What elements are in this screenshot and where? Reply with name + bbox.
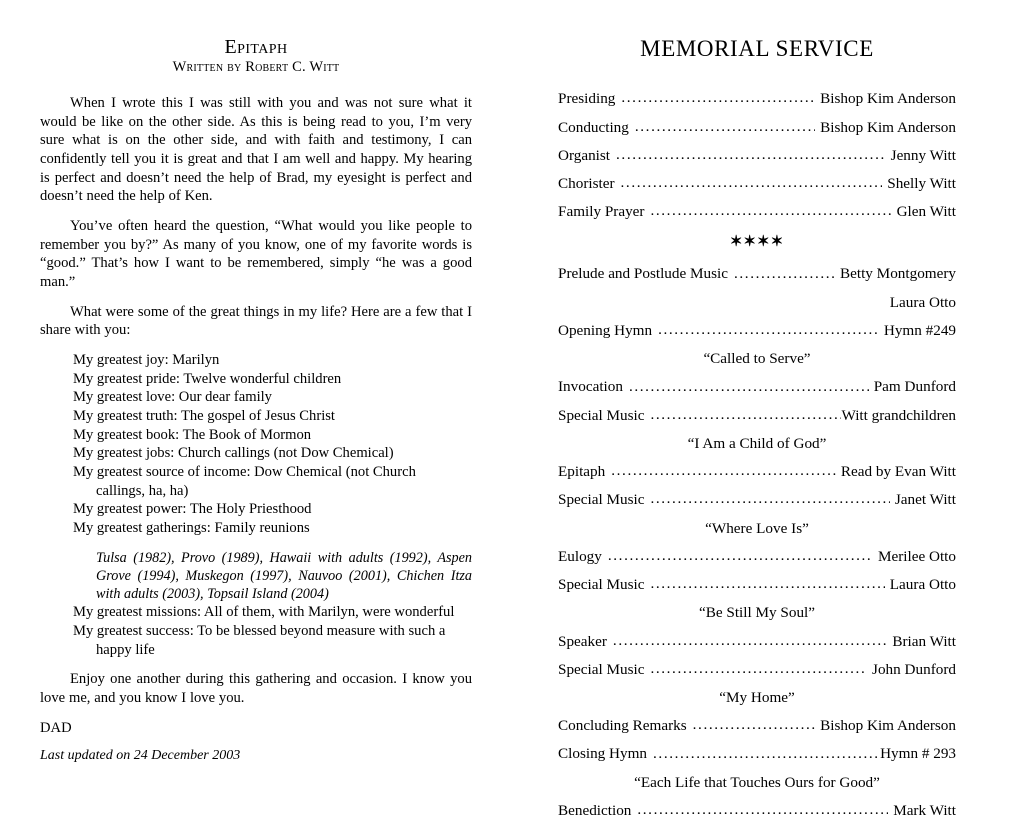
program-row — [558, 802, 956, 820]
program-column — [558, 36, 956, 830]
dot-leader — [653, 745, 880, 760]
family-reunions-list: Tulsa (1982), Provo (1989), Hawaii with adults (1992), Aspen Grove (1994), Muskegon (1997), Nauvoo (2001), Chichen Itza with adults (2003), Topsail Island (2004) — [96, 549, 472, 603]
program-label: Prelude and Postlude Music — [558, 265, 728, 283]
list-item-text: My greatest gatherings: Family reunions — [73, 520, 310, 537]
song-title: “Be Still My Soul” — [698, 604, 816, 622]
program-row — [558, 175, 956, 193]
program-value: Bishop Kim Anderson — [820, 90, 956, 108]
dot-leader — [734, 265, 835, 280]
program-row — [558, 203, 956, 221]
epitaph-title: Epitaph — [224, 36, 288, 58]
epitaph-paragraph-1: When I wrote this I was still with you and was not sure what it would be like on the other side. As this is being read to you, I’m very sure what is on the other side, and with faith and testimony, I can confidently tell you it is great and that I am well and happy. My hearing is perfect and doesn’t need the help of Brad, my eyesight is perfect and doesn’t need the help of Ken. — [40, 94, 472, 205]
program-label: Benediction — [558, 801, 632, 819]
program-label: Family Prayer — [558, 203, 645, 221]
program-label: Invocation — [558, 378, 623, 396]
list-item-text: My greatest joy: Marilyn — [73, 352, 220, 368]
program-label: Closing Hymn — [558, 745, 648, 763]
program-row — [558, 633, 956, 651]
program-label: Special Music — [558, 491, 645, 509]
epitaph-subtitle: Written by Robert C. Witt — [172, 59, 340, 75]
program-label: Opening Hymn — [558, 321, 653, 339]
epitaph-paragraph-2: You’ve often heard the question, “What would you like people to remember you by?” As many of you know, one of my favorite words is “good.” That’s how I want to be remembered, simply “he was a good man.” — [40, 217, 472, 290]
program-value: Bishop Kim Anderson — [820, 118, 956, 136]
program-label: Organist — [558, 146, 611, 164]
epitaph-paragraph-3: What were some of the great things in my life? Here are a few that I share with you: — [40, 303, 472, 339]
program-label: Eulogy — [558, 547, 602, 565]
list-item-text: My greatest missions: All of them, with Marilyn, were wonderful — [73, 604, 455, 621]
program-value: John Dunford — [872, 660, 956, 678]
list-item — [40, 370, 472, 389]
dot-leader — [650, 491, 889, 506]
program-value: Hymn # 293 — [880, 745, 956, 763]
epitaph-column — [40, 36, 472, 765]
program-value: Jenny Witt — [890, 146, 956, 164]
list-item-text: My greatest pride: Twelve wonderful children — [73, 370, 342, 387]
list-item-text: My greatest book: The Book of Mormon — [73, 426, 312, 443]
epitaph-last-updated: Last updated on 24 December 2003 — [40, 748, 241, 764]
list-item-text: My greatest love: Our dear family — [73, 389, 272, 406]
program-value: Merilee Otto — [877, 547, 956, 565]
program-row — [558, 491, 956, 509]
program-row — [558, 463, 956, 481]
program-value: Mark Witt — [893, 801, 956, 819]
list-item — [40, 463, 472, 500]
dot-leader — [650, 576, 884, 591]
song-title: “Each Life that Touches Ours for Good” — [634, 773, 880, 791]
list-item-text: My greatest jobs: Church callings (not Dow Chemical) — [73, 445, 394, 462]
list-item-text: My greatest truth: The gospel of Jesus Christ — [73, 408, 335, 425]
dot-leader — [608, 548, 873, 563]
list-item — [40, 444, 472, 463]
program-row — [558, 717, 956, 735]
program-value: Janet Witt — [894, 491, 956, 509]
program-label: Presiding — [558, 90, 616, 108]
song-title: “My Home” — [719, 688, 795, 706]
program-value-second-line: Laura Otto — [889, 293, 956, 311]
program-label: Special Music — [558, 406, 645, 424]
program-value: Brian Witt — [892, 632, 956, 650]
program-label: Speaker — [558, 632, 607, 650]
dot-leader — [693, 717, 815, 732]
list-item — [40, 426, 472, 445]
program-row — [558, 147, 956, 165]
list-item — [40, 388, 472, 407]
dot-leader — [658, 322, 879, 337]
program-row — [558, 322, 956, 340]
list-item-continuation: callings, ha, ha) — [96, 482, 189, 499]
program-value: Laura Otto — [889, 576, 956, 594]
song-title: “Where Love Is” — [705, 519, 809, 537]
list-item — [40, 351, 472, 370]
program-row — [558, 90, 956, 108]
program-value: Bishop Kim Anderson — [820, 717, 956, 735]
song-title: “Called to Serve” — [703, 350, 811, 368]
list-item — [40, 500, 472, 519]
list-item — [40, 622, 472, 659]
program-label: Chorister — [558, 175, 615, 192]
program-value: Pam Dunford — [873, 378, 956, 396]
program-label: Special Music — [558, 576, 645, 594]
song-title: “I Am a Child of God” — [687, 434, 827, 452]
program-value: Betty Montgomery — [839, 265, 956, 283]
dot-leader — [621, 90, 815, 105]
section-separator: ✶✶✶✶ — [729, 234, 785, 251]
list-item-text: My greatest power: The Holy Priesthood — [73, 501, 312, 518]
epitaph-closing-paragraph: Enjoy one another during this gathering and occasion. I know you love me, and you know I love you. — [40, 671, 472, 706]
program-value: Glen Witt — [896, 203, 956, 221]
dot-leader — [611, 463, 836, 478]
program-label: Epitaph — [558, 463, 606, 481]
dot-leader — [616, 147, 886, 162]
program-row — [558, 661, 956, 679]
epitaph-signature: DAD — [40, 719, 72, 736]
dot-leader — [621, 175, 883, 190]
dot-leader — [637, 802, 888, 817]
dot-leader — [635, 119, 815, 134]
dot-leader — [613, 633, 887, 648]
program-value: Hymn #249 — [883, 321, 956, 339]
program-row — [558, 378, 956, 396]
list-item-text: My greatest source of income: Dow Chemical (not Church — [73, 464, 416, 481]
program-row — [558, 548, 956, 566]
program-row — [558, 576, 956, 594]
list-item — [40, 407, 472, 426]
program-row — [558, 265, 956, 283]
greatest-list — [40, 351, 472, 538]
dot-leader — [650, 661, 867, 676]
program-value: Witt grandchildren — [841, 406, 956, 424]
program-value: Read by Evan Witt — [840, 463, 956, 481]
program-label: Special Music — [558, 660, 645, 678]
program-row — [558, 745, 956, 763]
dot-leader — [650, 203, 891, 218]
program-title: MEMORIAL SERVICE — [640, 36, 874, 61]
dot-leader — [650, 407, 841, 422]
program-label: Concluding Remarks — [558, 717, 687, 735]
program-row — [558, 407, 956, 425]
list-item — [40, 519, 472, 538]
program-label: Conducting — [558, 118, 629, 136]
program-row — [558, 119, 956, 137]
greatest-list-continued — [40, 603, 472, 659]
list-item-continuation: happy life — [96, 641, 155, 658]
list-item-text: My greatest success: To be blessed beyond measure with such a — [73, 622, 446, 639]
list-item — [40, 603, 472, 622]
dot-leader — [629, 378, 869, 393]
program-value: Shelly Witt — [887, 175, 956, 192]
